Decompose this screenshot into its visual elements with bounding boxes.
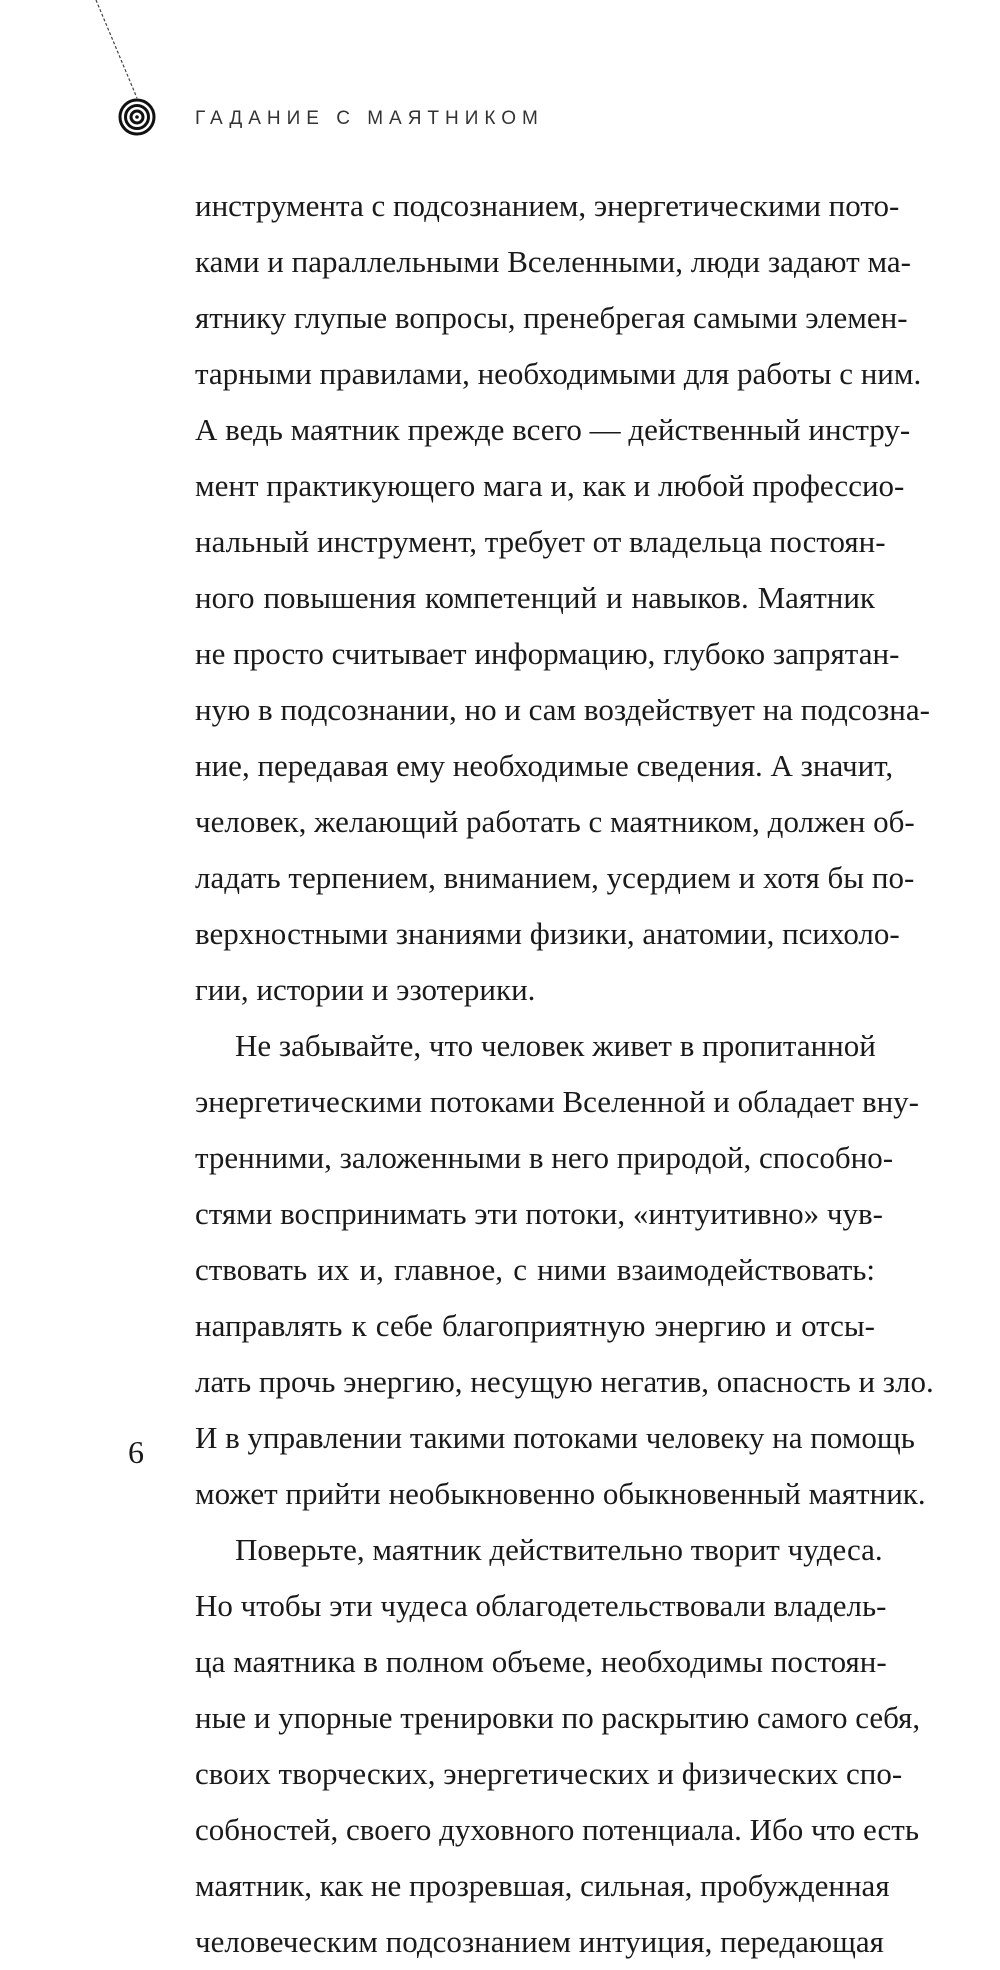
text-line: гии, истории и эзотерики. <box>195 972 536 1007</box>
text-line: мент практикующего мага и, как и любой профессио- <box>195 468 905 503</box>
text-line: не просто считывает информацию, глубоко запрятан- <box>195 636 900 671</box>
text-line: тренними, заложенными в него природой, способно- <box>195 1140 894 1175</box>
paragraph <box>195 178 930 1018</box>
text-line: нальный инструмент, требует от владельца постоян- <box>195 524 886 559</box>
text-line: ствовать их и, главное, с ними взаимодействовать: <box>195 1252 875 1287</box>
text-line: И в управлении такими потоками человеку на помощь <box>195 1420 915 1455</box>
text-line: энергетическими потоками Вселенной и обладает вну- <box>195 1084 920 1119</box>
pendulum-spiral-icon <box>118 98 156 136</box>
text-line: А ведь маятник прежде всего — действенный инстру- <box>195 412 911 447</box>
text-line: человеческим подсознанием интуиция, передающая <box>195 1924 884 1959</box>
text-line: собностей, своего духовного потенциала. Ибо что есть <box>195 1812 919 1847</box>
text-line: ятнику глупые вопросы, пренебрегая самыми элемен- <box>195 300 908 335</box>
text-line: ца маятника в полном объеме, необходимы постоян- <box>195 1644 887 1679</box>
body-text <box>195 178 934 1970</box>
text-line: Но чтобы эти чудеса облагодетельствовали владель- <box>195 1588 887 1623</box>
text-line: ладать терпением, вниманием, усердием и хотя бы по- <box>195 860 915 895</box>
text-line: Не забывайте, что человек живет в пропитанной <box>235 1028 876 1063</box>
text-line: тарными правилами, необходимыми для работы с ним. <box>195 356 922 391</box>
text-line: стями воспринимать эти потоки, «интуитивно» чув- <box>195 1196 883 1231</box>
pendulum-string-decoration <box>0 0 220 130</box>
text-line: своих творческих, энергетических и физических спо- <box>195 1756 903 1791</box>
text-line: может прийти необыкновенно обыкновенный маятник. <box>195 1476 926 1511</box>
text-line: лать прочь энергию, несущую негатив, опасность и зло. <box>195 1364 934 1399</box>
text-line: ную в подсознании, но и сам воздействует на подсозна- <box>195 692 930 727</box>
text-line: ками и параллельными Вселенными, люди задают ма- <box>195 244 911 279</box>
text-line: инструмента с подсознанием, энергетическими пото- <box>195 188 900 223</box>
text-line: человек, желающий работать с маятником, должен об- <box>195 804 915 839</box>
text-line: маятник, как не прозревшая, сильная, пробужденная <box>195 1868 890 1903</box>
text-line: направлять к себе благоприятную энергию и отсы- <box>195 1308 875 1343</box>
page-number: 6 <box>128 1434 144 1470</box>
paragraph <box>195 1522 921 1970</box>
text-line: Поверьте, маятник действительно творит чудеса. <box>235 1532 883 1567</box>
text-line: ние, передавая ему необходимые сведения. А значит, <box>195 748 894 783</box>
text-line: ного повышения компетенций и навыков. Маятник <box>195 580 875 615</box>
text-line: ные и упорные тренировки по раскрытию самого себя, <box>195 1700 921 1735</box>
running-header: ГАДАНИЕ С МАЯТНИКОМ <box>195 108 544 129</box>
paragraph <box>195 1018 934 1522</box>
text-line: верхностными знаниями физики, анатомии, психоло- <box>195 916 900 951</box>
